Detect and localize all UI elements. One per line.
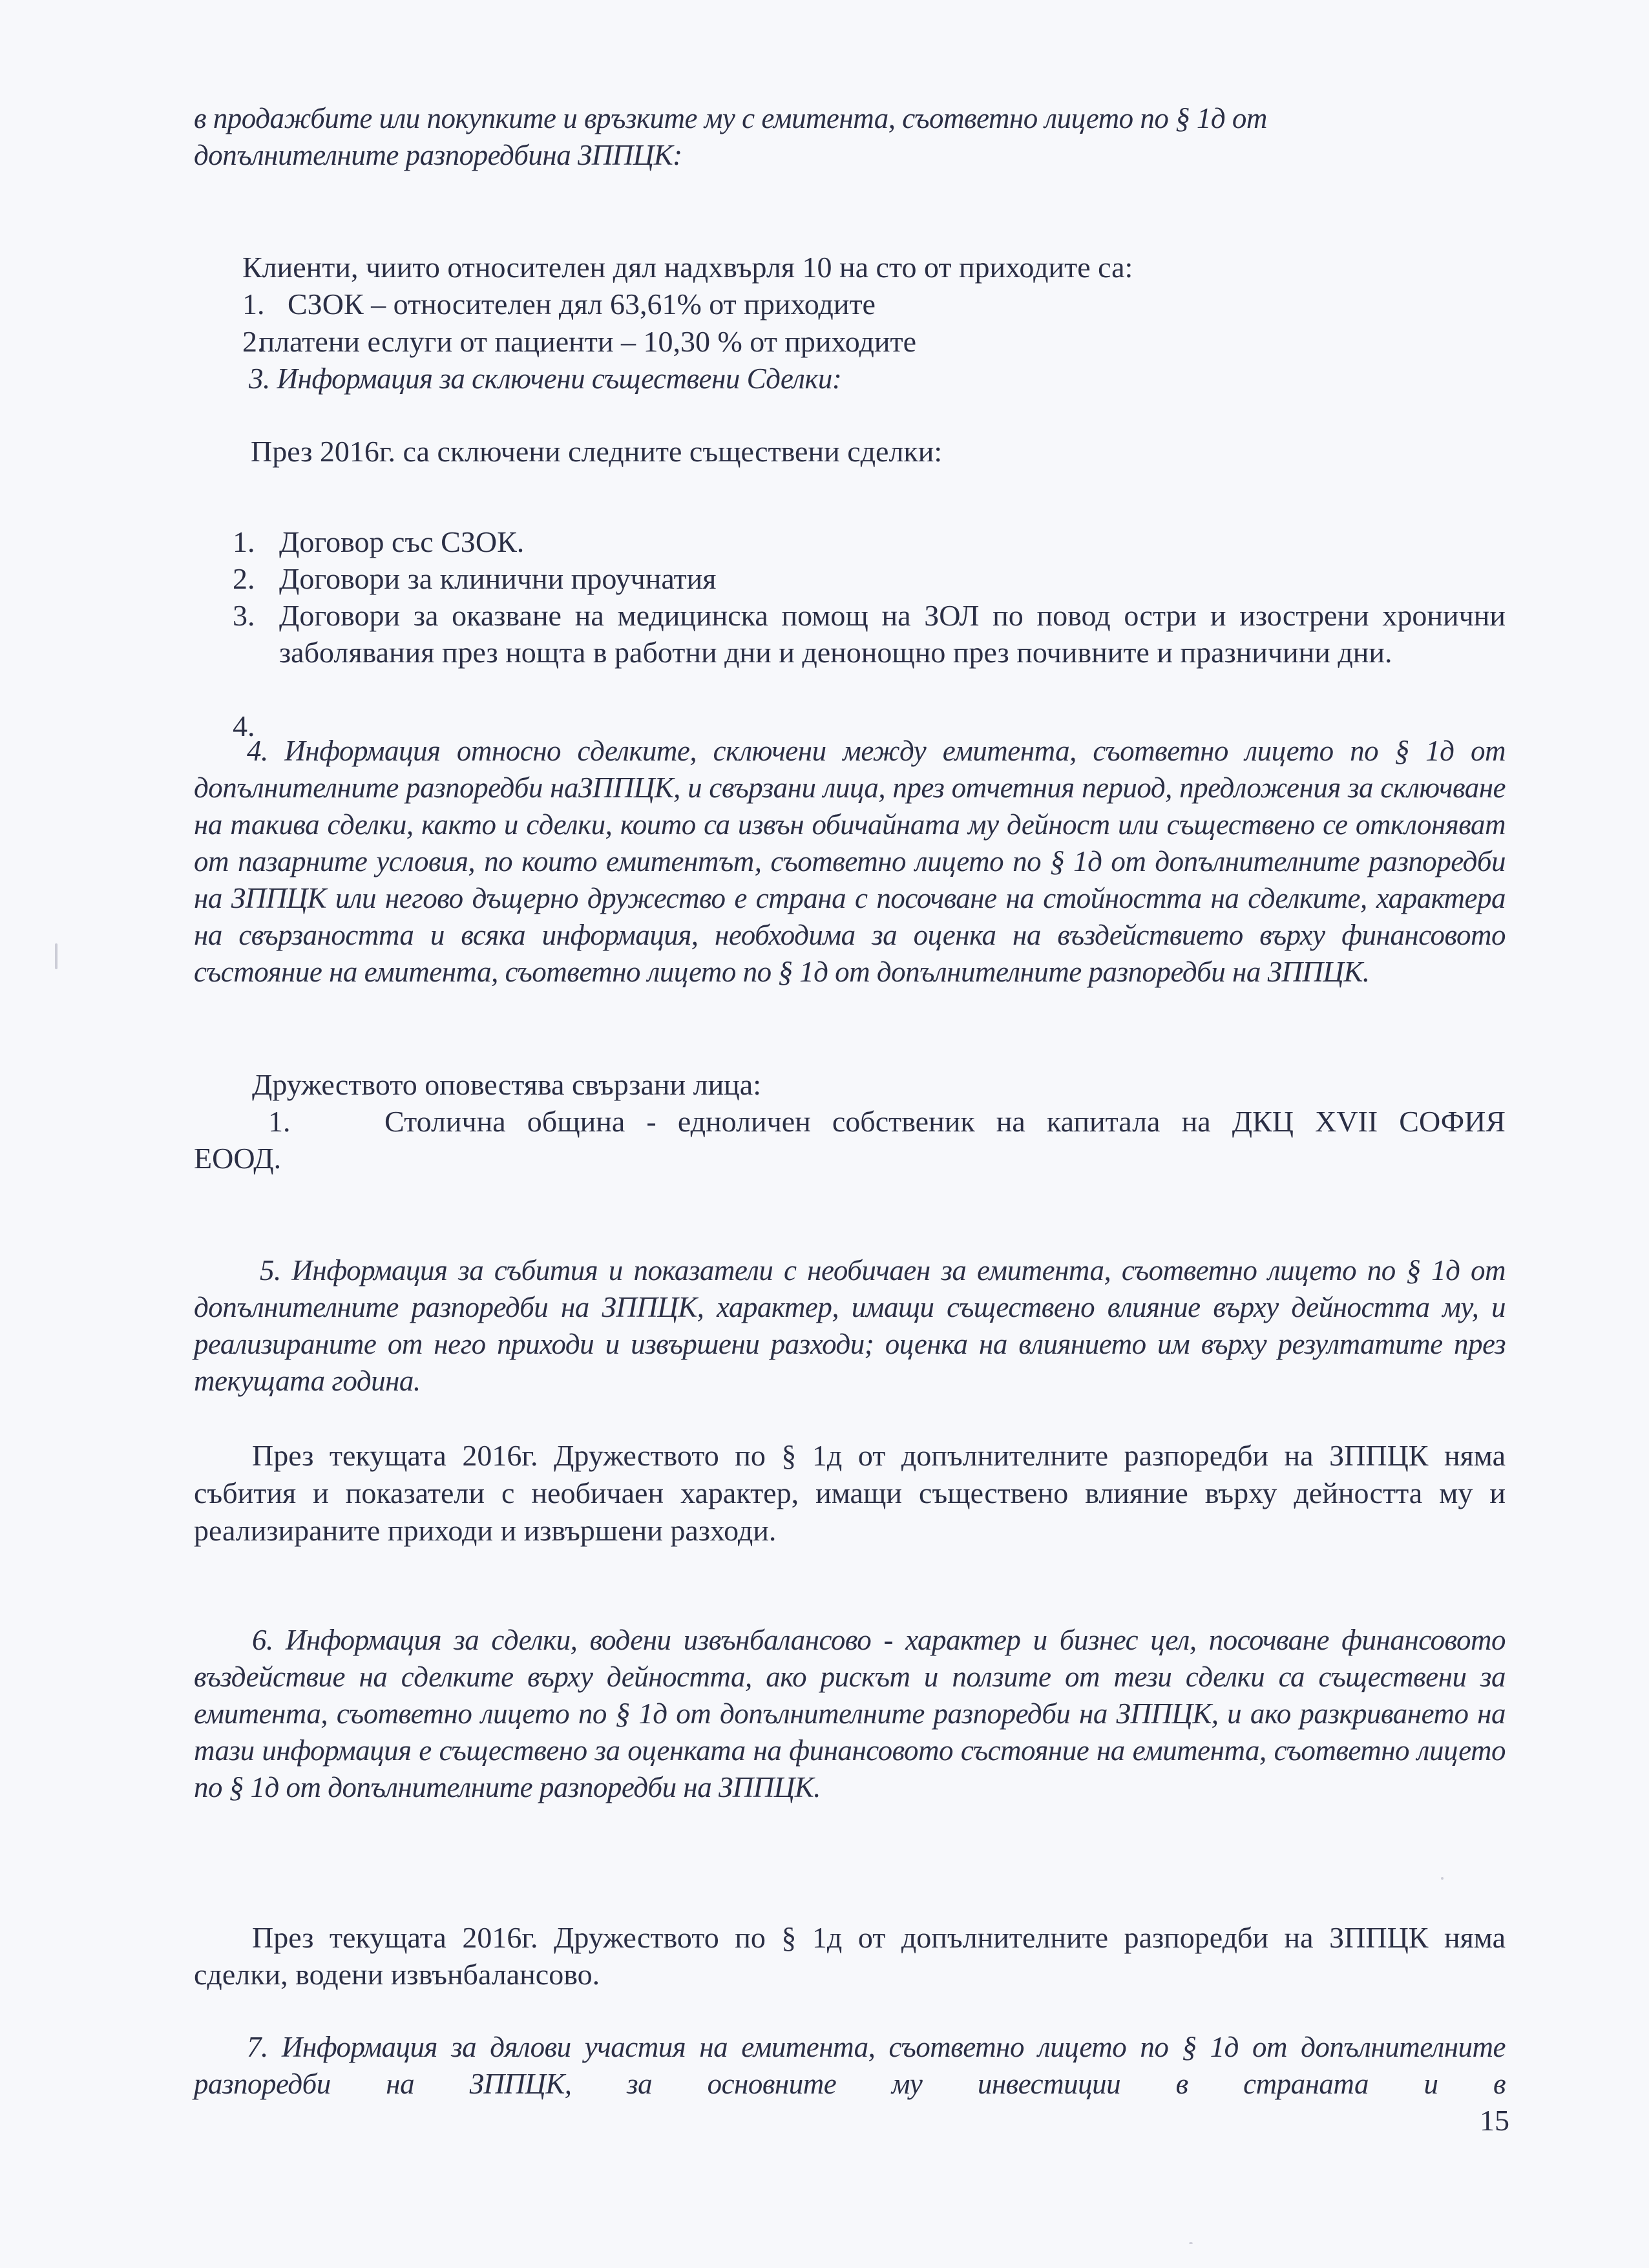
list-text: СЗОК – относителен дял 63,61% от приходите (288, 288, 876, 320)
intro-line: допълнителните разпоредбина ЗППЦК: (194, 139, 682, 171)
list-text: Договори за оказване на медицинска помощ на ЗОЛ по повод остри и изострени хронични заболявания през нощта в работни дни и денонощно през почивните и празничини дни. (279, 599, 1506, 669)
intro-line: в продажбите или покупките и връзките му с емитента, съответно лицето по § 1д от (194, 102, 1267, 134)
list-number: 4. (233, 709, 255, 742)
intro-paragraph (194, 100, 1506, 174)
scan-artifact (1441, 1877, 1444, 1880)
deal-list-item (233, 523, 1544, 560)
list-number: 1. (268, 1105, 291, 1138)
list-text: Договори за клинични проучнатия (279, 562, 717, 595)
section7-heading: 7. Информация за дялови участия на емитента, съответно лицето по § 1д от допълнителните разпоредби на ЗППЦК, за основните му инвестиции в страната и в (194, 2031, 1506, 2100)
list-text: Договор със СЗОК. (279, 525, 525, 558)
deal-list-item (233, 597, 1506, 671)
list-number: 2. (242, 325, 265, 358)
section3-intro: През 2016г. са сключени следните съществени сделки: (251, 435, 943, 468)
scan-artifact (55, 943, 58, 969)
list-number: 3. (233, 599, 255, 632)
section5-body: През текущата 2016г. Дружеството по § 1д от допълнителните разпоредби на ЗППЦК няма събития и показатели с необичаен характер, имащи съществено влияние върху дейността му и реализираните приходи и извършени разходи. (194, 1439, 1506, 1547)
list-text: платени еслуги от пациенти – 10,30 % от приходите (258, 325, 917, 358)
section6-heading: 6. Информация за сделки, водени извънбалансово - характер и бизнес цел, посочване финансовото въздействие на сделките върху дейността, ако рискът и ползите от тези сделки са съществени за емитента, съответно лицето по § 1д от допълнителните разпоредби на ЗППЦК, и ако разкриването на тази информация е съществено за оценката на финансовото състояние на емитента, съответно лицето по § 1д от допълнителните разпоредби на ЗППЦК. (194, 1624, 1506, 1803)
section5-heading: 5. Информация за събития и показатели с необичаен за емитента, съответно лицето по § 1д от допълнителните разпоредби на ЗППЦК, характер, имащи съществено влияние върху дейността му, и реализираните от него приходи и извършени разходи; оценка на влиянието им върху резултатите през текущата година. (194, 1254, 1506, 1397)
clients-list-item (242, 286, 1554, 322)
related-parties-heading: Дружеството оповестява свързани лица: (252, 1068, 761, 1101)
list-number: 1. (242, 288, 265, 320)
list-text-continuation: ЕООД. (194, 1142, 282, 1175)
list-text: Столична община - едноличен собственик на капитала на ДКЦ XVII СОФИЯ (384, 1105, 1506, 1138)
section4-heading: 4. Информация относно сделките, сключени между емитента, съответно лицето по § 1д от допълнителните разпоредби наЗППЦК, и свързани лица, през отчетния период, предложения за сключване на такива сделки, както и сделки, които са извън обичайната му дейност или съществено се отклоняват от пазарните условия, по които емитентът, съответно лицето по § 1д от допълнителните разпоредби на ЗППЦК или негово дъщерно дружество е страна с посочване на стойността на сделките, характера на свързаността и всяка информация, необходима за оценка на въздействието върху финансовото състояние на емитента, съответно лицето по § 1д от допълнителните разпоредби на ЗППЦК. (194, 735, 1506, 988)
clients-heading: Клиенти, чиито относителен дял надхвърля 10 на сто от приходите са: (242, 251, 1133, 284)
clients-list-item (242, 323, 1554, 360)
list-number: 2. (233, 562, 255, 595)
section6-body: През текущата 2016г. Дружеството по § 1д от допълнителните разпоредби на ЗППЦК няма сделки, водени извънбалансово. (194, 1921, 1506, 1991)
deal-list-item (233, 560, 1544, 597)
section3-heading: 3. Информация за сключени съществени Сделки: (249, 362, 842, 395)
scan-artifact (1189, 2242, 1193, 2244)
list-number: 1. (233, 525, 255, 558)
page-number: 15 (1480, 2104, 1509, 2137)
related-party-item (194, 1103, 1506, 1177)
